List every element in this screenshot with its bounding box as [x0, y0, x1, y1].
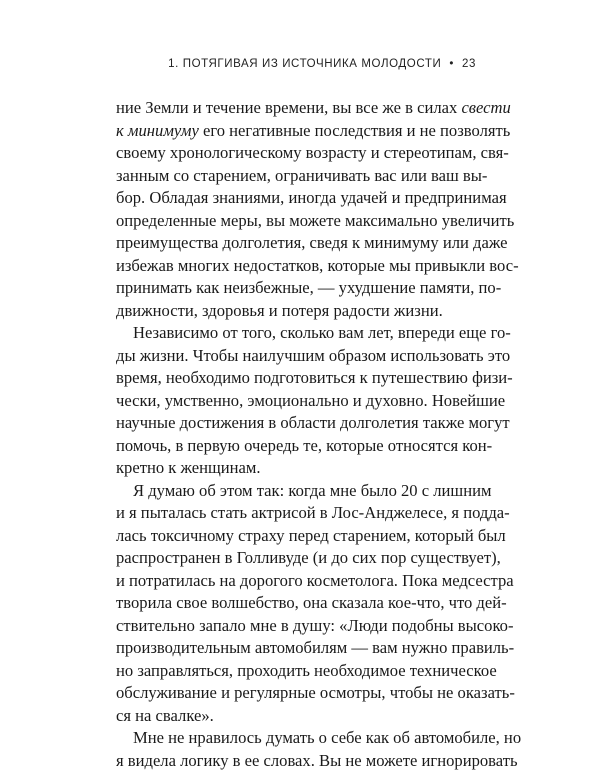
body-text: [116, 97, 481, 772]
chapter-title: 1. ПОТЯГИВАЯ ИЗ ИСТОЧНИКА МОЛОДОСТИ: [168, 58, 441, 70]
text-line: ды жизни. Чтобы наилучшим образом использовать это: [116, 345, 481, 368]
text-line: избежав многих недостатков, которые мы привыкли вос-: [116, 255, 481, 278]
text-line: ся на свалке».: [116, 705, 481, 728]
text-line: я видела логику в ее словах. Вы не можете игнорировать: [116, 750, 481, 772]
text-line: и я пыталась стать актрисой в Лос-Анджелесе, я подда-: [116, 502, 481, 525]
text-line: чески, умственно, эмоционально и духовно. Новейшие: [116, 390, 481, 413]
text-line: ние Земли и течение времени, вы все же в силах свести: [116, 97, 481, 120]
text-line: помочь, в первую очередь те, которые относятся кон-: [116, 435, 481, 458]
text-line: распространен в Голливуде (и до сих пор существует),: [116, 547, 481, 570]
emphasis: к минимуму: [116, 121, 199, 140]
paragraph-start: Мне не нравилось думать о себе как об автомобиле, но: [116, 727, 481, 750]
text-line: бор. Обладая знаниями, иногда удачей и предпринимая: [116, 187, 481, 210]
text-line: производительным автомобилям — вам нужно правиль-: [116, 637, 481, 660]
text-line: движности, здоровья и потеря радости жизни.: [116, 300, 481, 323]
paragraph-start: Я думаю об этом так: когда мне было 20 с лишним: [116, 480, 481, 503]
running-header: [168, 58, 476, 70]
text-line: занным со старением, ограничивать вас или ваш вы-: [116, 165, 481, 188]
text-line: научные достижения в области долголетия также могут: [116, 412, 481, 435]
text-line: лась токсичному страху перед старением, который был: [116, 525, 481, 548]
text-line: и потратилась на дорогого косметолога. Пока медсестра: [116, 570, 481, 593]
text-line: но заправляться, проходить необходимое техническое: [116, 660, 481, 683]
emphasis: свести: [461, 98, 510, 117]
text-line: время, необходимо подготовиться к путешествию физи-: [116, 367, 481, 390]
text-line: к минимуму его негативные последствия и не позволять: [116, 120, 481, 143]
text-line: кретно к женщинам.: [116, 457, 481, 480]
paragraph-start: Независимо от того, сколько вам лет, впереди еще го-: [116, 322, 481, 345]
text-line: своему хронологическому возрасту и стереотипам, свя-: [116, 142, 481, 165]
text-line: определенные меры, вы можете максимально увеличить: [116, 210, 481, 233]
text-line: ствительно запало мне в душу: «Люди подобны высоко-: [116, 615, 481, 638]
text-line: творила свое волшебство, она сказала кое-что, что дей-: [116, 592, 481, 615]
header-separator: •: [449, 58, 454, 70]
text-line: преимущества долголетия, сведя к минимуму или даже: [116, 232, 481, 255]
text-line: обслуживание и регулярные осмотры, чтобы не оказать-: [116, 682, 481, 705]
text-line: принимать как неизбежные, — ухудшение памяти, по-: [116, 277, 481, 300]
page-number: 23: [462, 58, 476, 70]
